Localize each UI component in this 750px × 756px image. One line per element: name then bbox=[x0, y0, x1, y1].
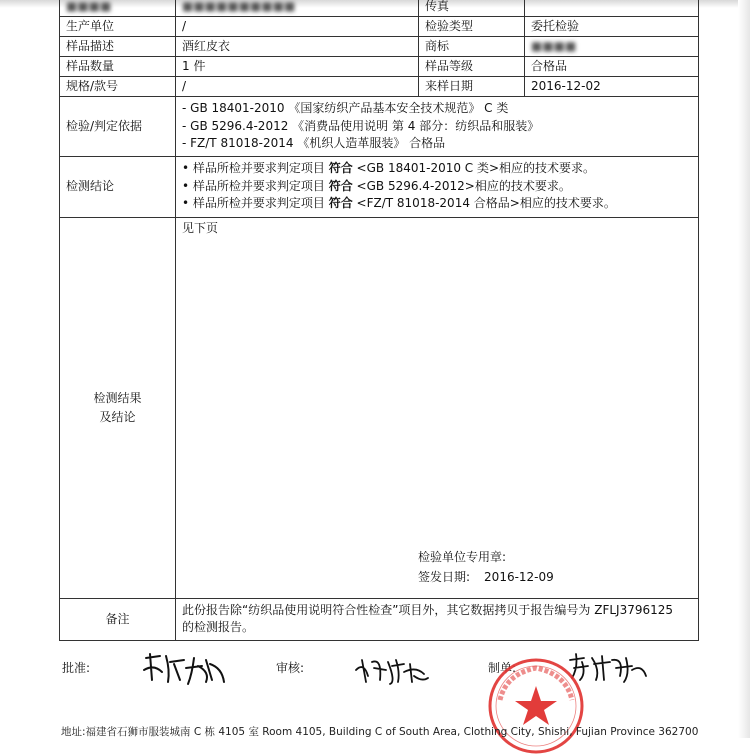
row-basis bbox=[60, 97, 699, 157]
conclusion-line: • 样品所检并要求判定项目 符合 <FZ/T 81018-2014 合格品>相应的技术要求。 bbox=[182, 196, 616, 211]
redacted-header-value: ■■■■■■■■■■ bbox=[176, 0, 419, 17]
report-table bbox=[59, 0, 699, 641]
row-model bbox=[60, 77, 699, 97]
inspection-type-value: 委托检验 bbox=[525, 17, 699, 37]
basis-label: 检验/判定依据 bbox=[60, 97, 176, 157]
approver-signature bbox=[140, 650, 230, 686]
conclusion-line: • 样品所检并要求判定项目 符合 <GB 5296.4-2012>相应的技术要求。 bbox=[182, 178, 571, 193]
row-conclusion bbox=[60, 156, 699, 217]
grade-label: 样品等级 bbox=[419, 57, 525, 77]
basis-line: - GB 5296.4-2012 《消费品使用说明 第 4 部分：纺织品和服装》 bbox=[182, 118, 540, 133]
row-results bbox=[60, 217, 699, 598]
approver-label: 批准: bbox=[62, 661, 91, 675]
see-next-page-text: 见下页 bbox=[182, 220, 219, 235]
sample-date-value: 2016-12-02 bbox=[525, 77, 699, 97]
redacted-header-cell: ■■■■ bbox=[60, 0, 176, 17]
issue-date-line: 签发日期: 2016-12-09 bbox=[418, 569, 554, 584]
quantity-value: 1 件 bbox=[176, 57, 419, 77]
row-description bbox=[60, 37, 699, 57]
page-shadow-right bbox=[738, 0, 750, 738]
signature-row bbox=[0, 650, 750, 700]
grade-value: 合格品 bbox=[525, 57, 699, 77]
fax-label: 传真 bbox=[419, 0, 525, 17]
remarks-label: 备注 bbox=[60, 598, 176, 640]
conclusion-line: • 样品所检并要求判定项目 符合 <GB 18401-2010 C 类>相应的技术要求。 bbox=[182, 161, 596, 176]
description-value: 酒红皮衣 bbox=[176, 37, 419, 57]
fax-value bbox=[525, 0, 699, 17]
model-label: 规格/款号 bbox=[60, 77, 176, 97]
conclusion-label: 检测结论 bbox=[60, 156, 176, 217]
inspection-type-label: 检验类型 bbox=[419, 17, 525, 37]
conclusion-content bbox=[176, 156, 699, 217]
reviewer-signature bbox=[352, 652, 432, 686]
maker-label: 制单: bbox=[488, 661, 517, 675]
trademark-value: ■■■■ bbox=[525, 37, 699, 57]
footer-address: 地址:福建省石狮市服装城南 C 栋 4105 室 Room 4105, Building C of South Area, Clothing City, Shishi, Fujian Province 362700 bbox=[61, 726, 699, 738]
row-producer bbox=[60, 17, 699, 37]
row-quantity bbox=[60, 57, 699, 77]
basis-content bbox=[176, 97, 699, 157]
basis-line: - GB 18401-2010 《国家纺织产品基本安全技术规范》 C 类 bbox=[182, 101, 509, 115]
issue-date: 2016-12-09 bbox=[484, 569, 554, 584]
basis-line: - FZ/T 81018-2014 《机织人造革服装》 合格品 bbox=[182, 136, 446, 150]
producer-label: 生产单位 bbox=[60, 17, 176, 37]
trademark-label: 商标 bbox=[419, 37, 525, 57]
inspection-seal-label: 检验单位专用章: bbox=[418, 549, 507, 564]
row-remarks bbox=[60, 598, 699, 640]
quantity-label: 样品数量 bbox=[60, 57, 176, 77]
sample-date-label: 来样日期 bbox=[419, 77, 525, 97]
row-fax bbox=[60, 0, 699, 17]
producer-value: / bbox=[176, 17, 419, 37]
results-content bbox=[176, 217, 699, 598]
description-label: 样品描述 bbox=[60, 37, 176, 57]
model-value: / bbox=[176, 77, 419, 97]
results-label: 检测结果 及结论 bbox=[60, 217, 176, 598]
company-seal-stamp bbox=[486, 656, 586, 756]
remarks-content: 此份报告除“纺织品使用说明符合性检查”项目外，其它数据拷贝于报告编号为 ZFLJ3796125 的检测报告。 bbox=[176, 598, 699, 640]
reviewer-label: 审核: bbox=[276, 661, 305, 675]
